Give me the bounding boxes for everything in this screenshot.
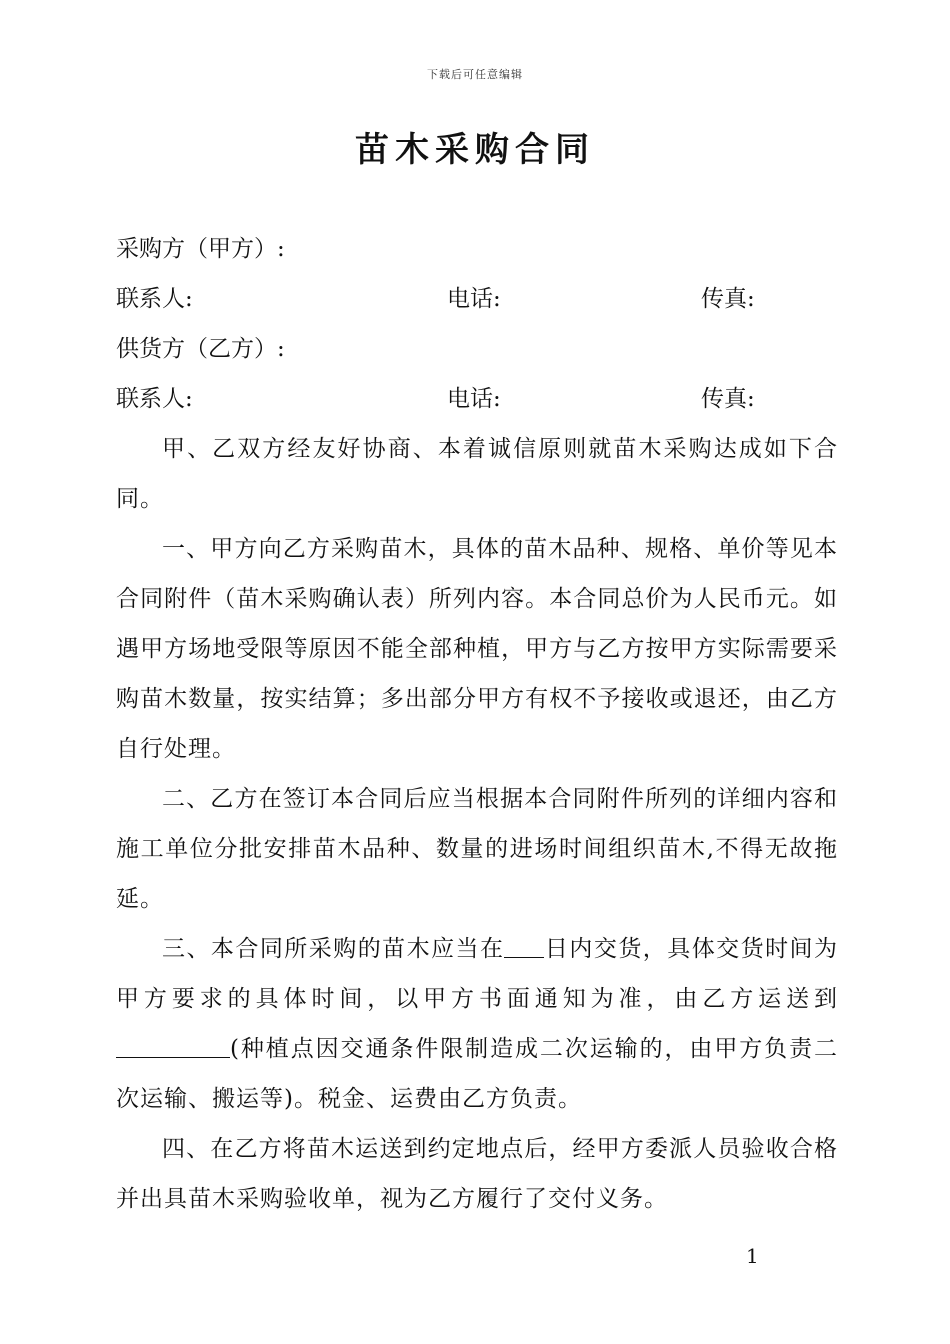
party-a-row xyxy=(116,224,838,274)
clause-4-paragraph: 四、在乙方将苗木运送到约定地点后，经甲方委派人员验收合格并出具苗木采购验收单，视为乙方履行了交付义务。 xyxy=(116,1136,838,1212)
page-title: 苗木采购合同 xyxy=(355,130,595,170)
delivery-location-blank xyxy=(116,1033,230,1058)
page-number: 1 xyxy=(746,1244,759,1268)
party-b-contact-label: 联系人: xyxy=(116,386,193,412)
delivery-days-blank xyxy=(504,933,544,958)
clause-3-text-part-3: (种植点因交通条件限制造成二次运输的，由甲方负责二次运输、搬运等)。税金、运费由乙方负责。 xyxy=(116,1036,838,1112)
party-b-label: 供货方（乙方）: xyxy=(116,336,285,362)
party-a-contact-label: 联系人: xyxy=(116,286,193,312)
party-a-fax-label: 传真: xyxy=(701,286,755,312)
clause-1-paragraph: 一、甲方向乙方采购苗木，具体的苗木品种、规格、单价等见本合同附件（苗木采购确认表）所列内容。本合同总价为人民币元。如遇甲方场地受限等原因不能全部种植，甲方与乙方按甲方实际需要采购苗木数量，按实结算；多出部分甲方有权不予接收或退还，由乙方自行处理。 xyxy=(116,536,838,762)
intro-paragraph: 甲、乙双方经友好协商、本着诚信原则就苗木采购达成如下合同。 xyxy=(116,436,838,512)
clause-3-text-part-1: 三、本合同所采购的苗木应当在 xyxy=(162,936,505,962)
party-b-row xyxy=(116,324,838,374)
header-note: 下载后可任意编辑 xyxy=(427,68,523,81)
party-a-contact-row xyxy=(116,274,838,324)
clause-2-paragraph: 二、乙方在签订本合同后应当根据本合同附件所列的详细内容和施工单位分批安排苗木品种、数量的进场时间组织苗木,不得无故拖延。 xyxy=(116,786,838,912)
party-b-contact-row xyxy=(116,374,838,424)
clause-3-text-part-2: 日内交货，具体交货时间为甲方要求的具体时间，以甲方书面通知为准，由乙方运送到 xyxy=(116,936,839,1012)
clause-3-paragraph xyxy=(116,924,838,1124)
contract-body xyxy=(116,224,838,1224)
party-b-fax-label: 传真: xyxy=(701,386,755,412)
party-a-phone-label: 电话: xyxy=(447,286,501,312)
party-a-label: 采购方（甲方）: xyxy=(116,236,285,262)
party-b-phone-label: 电话: xyxy=(447,386,501,412)
